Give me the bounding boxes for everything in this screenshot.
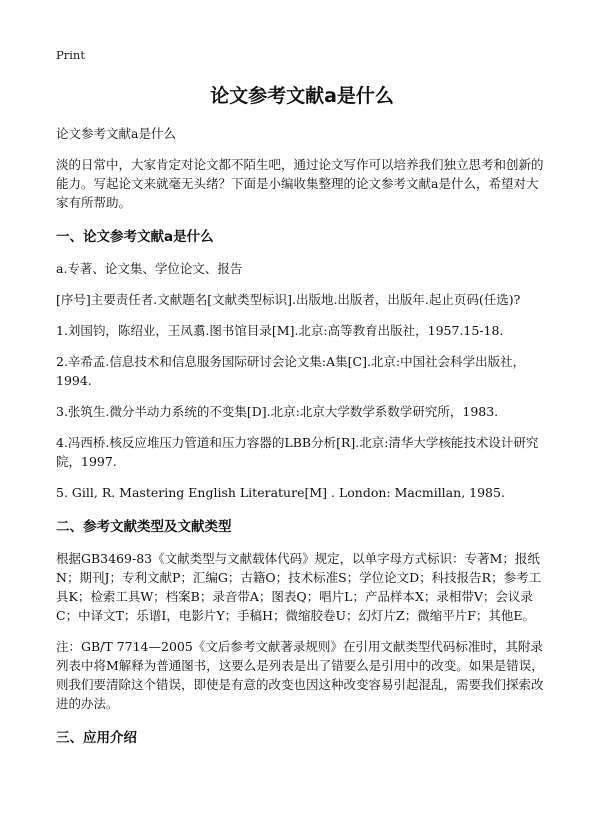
page-title: 论文参考文献a是什么 — [210, 85, 394, 107]
paragraph: a.专著、论文集、学位论文、报告 — [56, 261, 243, 276]
reference-item: 4.冯西桥.核反应堆压力管道和压力容器的LBB分析[R].北京:清华大学核能技术设计研究院，1997. — [56, 435, 539, 469]
section-heading-1: 一、论文参考文献a是什么 — [56, 229, 214, 245]
paragraph: 根据GB3469-83《文献类型与文献载体代码》规定，以单字母方式标识：专著M；报纸N；期刊J；专利文献P；汇编G；古籍O；技术标准S；学位论文D；科技报告R；参考工具K；检索工具W；档案B；录音带A；图表Q；唱片L；产品样本X；录相带V；会议录C；中译文T；乐谱I，电影片Y；手稿H；微缩胶卷U；幻灯片Z；微缩平片F；其他E。 — [56, 551, 542, 623]
print-link[interactable]: Print — [56, 48, 85, 62]
section-heading-3: 三、应用介绍 — [56, 730, 137, 746]
section-heading-2: 二、参考文献类型及文献类型 — [56, 519, 232, 535]
reference-item: 1.刘国钧，陈绍业，王凤翥.图书馆目录[M].北京:高等教育出版社，1957.15-18. — [56, 323, 504, 338]
reference-item: 2.辛希孟.信息技术和信息服务国际研讨会论文集:A集[C].北京:中国社会科学出版社，1994. — [56, 354, 526, 388]
subtitle: 论文参考文献a是什么 — [56, 126, 176, 141]
note-paragraph: 注：GB/T 7714—2005《文后参考文献著录规则》在引用文献类型代码标准时，其附录列表中将M解释为普通图书，这要么是列表是出了错要么是引用中的改变。如果是错误，则我们要清除这个错误，即使是有意的改变也因这种改变容易引起混乱，需要我们探索改进的办法。 — [56, 639, 544, 711]
intro-paragraph: 淡的日常中，大家肯定对论文都不陌生吧，通过论文写作可以培养我们独立思考和创新的能力。写起论文来就毫无头绪？下面是小编收集整理的论文参考文献a是什么，希望对大家有所帮助。 — [56, 157, 544, 210]
reference-item: 3.张筑生.微分半动力系统的不变集[D].北京:北京大学数学系数学研究所，1983. — [56, 404, 499, 419]
reference-item: 5. Gill, R. Mastering English Literature[M] . London: Macmillan, 1985. — [56, 485, 505, 500]
paragraph: [序号]主要责任者.文献题名[文献类型标识].出版地.出版者，出版年.起止页码(任选)? — [56, 292, 521, 307]
